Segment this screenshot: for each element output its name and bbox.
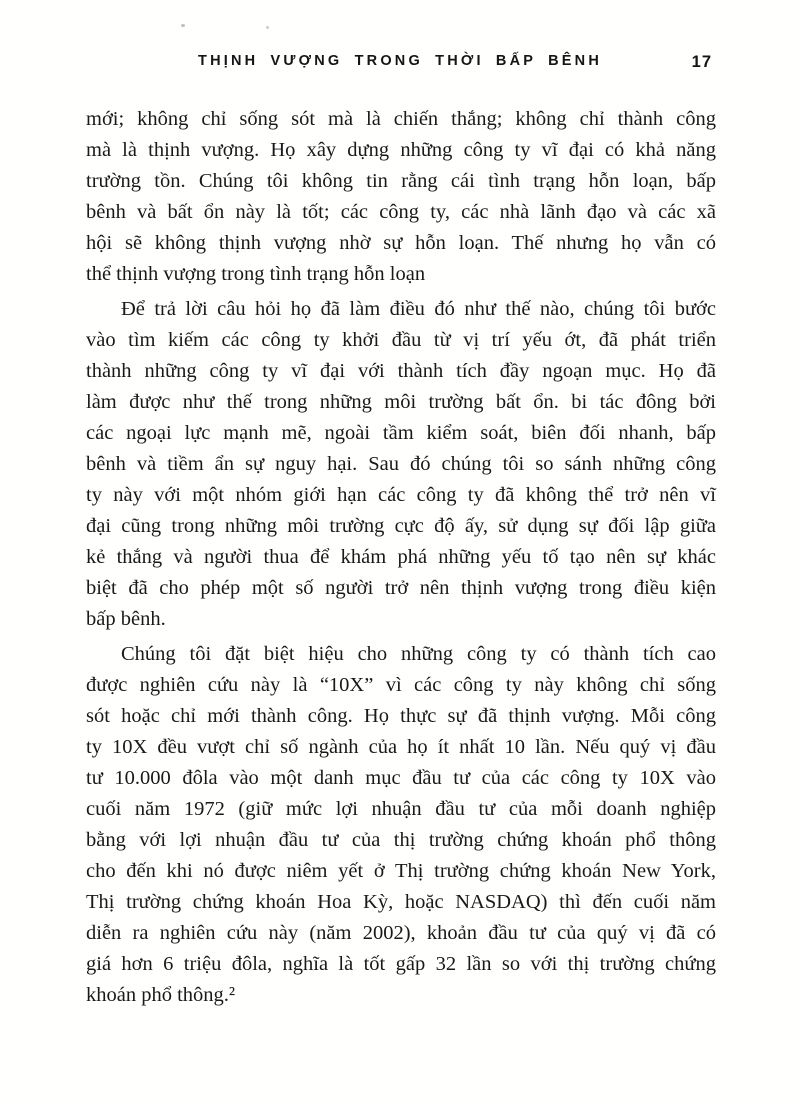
text-line: biệt đã cho phép một số người trở nên thịnh vượng trong điều kiện: [86, 577, 716, 599]
text-line: vào tìm kiếm các công ty khởi đầu từ vị trí yếu ớt, đã phát triển: [86, 329, 716, 351]
book-title-header: THỊNH VƯỢNG TRONG THỜI BẤP BÊNH: [198, 53, 602, 69]
text-line: bênh và tiềm ẩn sự nguy hại. Sau đó chúng tôi so sánh những công: [86, 453, 716, 475]
text-line: tư 10.000 đôla vào một danh mục đầu tư của các công ty 10X vào: [86, 767, 716, 789]
text-line: giá hơn 6 triệu đôla, nghĩa là tốt gấp 32 lần so với thị trường chứng: [86, 953, 716, 975]
text-line: sót hoặc chỉ mới thành công. Họ thực sự đã thịnh vượng. Mỗi công: [86, 705, 716, 727]
text-line: Chúng tôi đặt biệt hiệu cho những công ty có thành tích cao: [121, 643, 716, 665]
text-line: bấp bênh.: [86, 608, 166, 630]
paragraph: [86, 294, 716, 635]
text-line: bênh và bất ổn này là tốt; các công ty, các nhà lãnh đạo và các xã: [86, 201, 716, 223]
running-header: [0, 53, 800, 75]
text-line: diễn ra nghiên cứu này (năm 2002), khoản đầu tư của quý vị đã có: [86, 922, 716, 944]
text-line: hội sẽ không thịnh vượng nhờ sự hỗn loạn. Thế nhưng họ vẫn có: [86, 232, 716, 254]
text-line: Để trả lời câu hỏi họ đã làm điều đó như thế nào, chúng tôi bước: [121, 298, 716, 320]
scan-speck: [266, 26, 269, 29]
text-line: mà là thịnh vượng. Họ xây dựng những công ty vĩ đại có khả năng: [86, 139, 716, 161]
text-line: ty 10X đều vượt chỉ số ngành của họ ít nhất 10 lần. Nếu quý vị đầu: [86, 736, 716, 758]
text-line: thể thịnh vượng trong tình trạng hỗn loạn: [86, 263, 426, 285]
page-body-text: [86, 104, 716, 1015]
text-line: mới; không chỉ sống sót mà là chiến thắng; không chỉ thành công: [86, 108, 716, 130]
scan-speck: [181, 24, 185, 27]
paragraph: [86, 639, 716, 1011]
text-line: được nghiên cứu này là “10X” vì các công ty này không chỉ sống: [86, 674, 716, 696]
text-line: Thị trường chứng khoán Hoa Kỳ, hoặc NASDAQ) thì đến cuối năm: [86, 891, 716, 913]
paragraph: [86, 104, 716, 290]
text-line: ty này với một nhóm giới hạn các công ty đã không thể trở nên vĩ: [86, 484, 716, 506]
text-line: trường tồn. Chúng tôi không tin rằng cái tình trạng hỗn loạn, bấp: [86, 170, 716, 192]
text-line: khoán phổ thông.²: [86, 984, 236, 1006]
text-line: kẻ thắng và người thua để khám phá những yếu tố tạo nên sự khác: [86, 546, 716, 568]
text-line: thành những công ty vĩ đại với thành tích đầy ngoạn mục. Họ đã: [86, 360, 716, 382]
text-line: cho đến khi nó được niêm yết ở Thị trường chứng khoán New York,: [86, 860, 716, 882]
page-number: 17: [691, 53, 712, 71]
text-line: làm được như thế trong những môi trường bất ổn. bi tác đông bởi: [86, 391, 716, 413]
text-line: các ngoại lực mạnh mẽ, ngoài tầm kiểm soát, biên đối nhanh, bấp: [86, 422, 716, 444]
text-line: cuối năm 1972 (giữ mức lợi nhuận đầu tư của mỗi doanh nghiệp: [86, 798, 716, 820]
text-line: bằng với lợi nhuận đầu tư của thị trường chứng khoán phổ thông: [86, 829, 716, 851]
text-line: đại cũng trong những môi trường cực độ ấy, sử dụng sự đối lập giữa: [86, 515, 716, 537]
